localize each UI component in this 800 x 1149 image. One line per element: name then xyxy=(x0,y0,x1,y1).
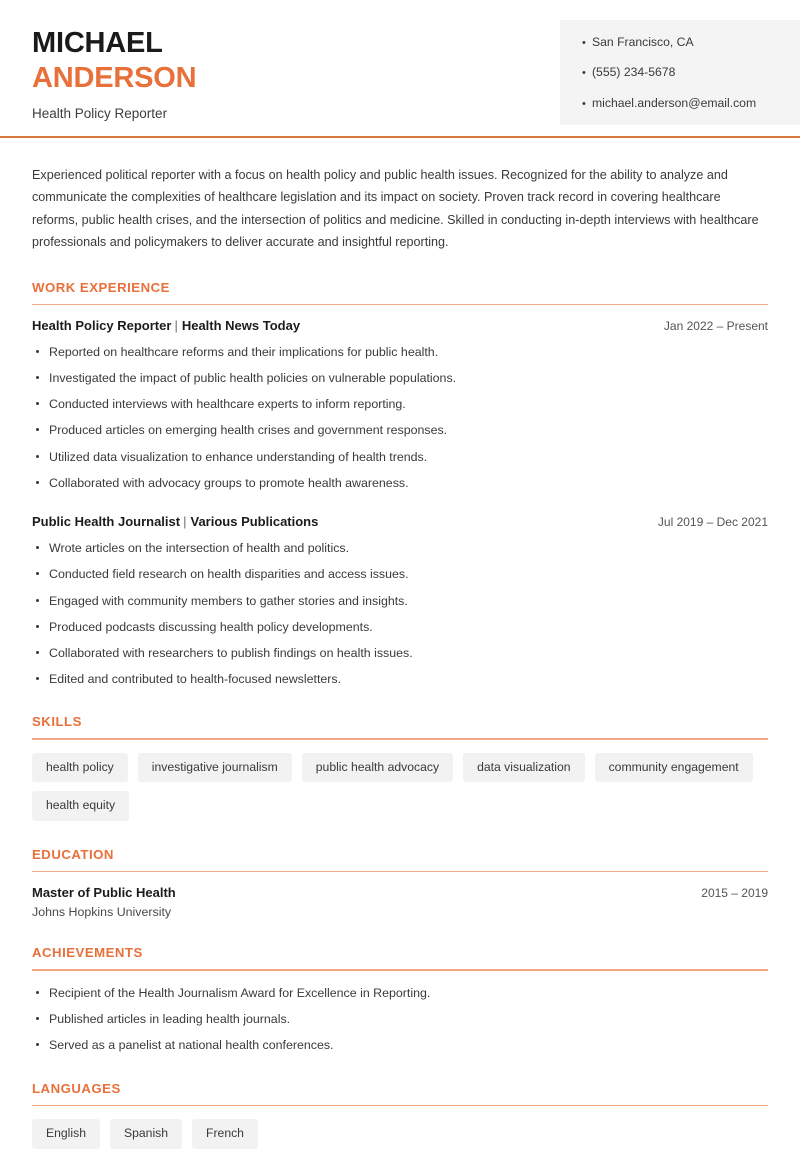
list-item: Collaborated with advocacy groups to promote health awareness. xyxy=(32,474,768,493)
work-entry-bullets xyxy=(32,343,768,492)
title-separator: | xyxy=(174,318,178,334)
section-education xyxy=(32,847,768,920)
professional-summary: Experienced political reporter with a focus on health policy and public health issues. Recognized for the ability to analyze and communicate the complexities of healthcare legislation and its impact on society. Proven track record in covering healthcare reforms, public health crises, and the intersection of politics and medicine. Skilled in conducting in-depth interviews with healthcare professionals and policymakers to deliver accurate and insightful reporting. xyxy=(32,168,759,250)
skill-chip: community engagement xyxy=(595,753,753,782)
contact-phone-text: (555) 234-5678 xyxy=(592,65,676,80)
resume-body xyxy=(0,164,800,1149)
list-item: Recipient of the Health Journalism Award for Excellence in Reporting. xyxy=(32,984,768,1003)
contact-info-box xyxy=(560,20,800,125)
list-item: Investigated the impact of public health policies on vulnerable populations. xyxy=(32,369,768,388)
work-entry-header xyxy=(32,318,768,333)
language-chip: Spanish xyxy=(110,1119,182,1148)
bullet-icon: • xyxy=(582,37,586,49)
list-item: Utilized data visualization to enhance understanding of health trends. xyxy=(32,448,768,467)
list-item: Published articles in leading health journals. xyxy=(32,1010,768,1029)
list-item: Collaborated with researchers to publish findings on health issues. xyxy=(32,644,768,663)
work-role: Health Policy Reporter xyxy=(32,318,172,334)
education-institution: Johns Hopkins University xyxy=(32,905,172,920)
list-item: Conducted interviews with healthcare experts to inform reporting. xyxy=(32,395,768,414)
work-entry xyxy=(32,318,768,492)
work-role: Public Health Journalist xyxy=(32,514,181,530)
education-degree: Master of Public Health xyxy=(32,885,176,901)
work-company: Health News Today xyxy=(181,318,301,334)
list-item: Engaged with community members to gather stories and insights. xyxy=(32,592,768,611)
contact-item-email xyxy=(582,95,800,111)
work-entry-date: Jul 2019 – Dec 2021 xyxy=(657,515,768,530)
section-divider xyxy=(32,1105,768,1107)
bullet-icon: • xyxy=(582,67,586,80)
title-separator: | xyxy=(183,514,187,530)
list-item: Produced articles on emerging health crises and government responses. xyxy=(32,421,768,440)
section-title-work-experience: WORK EXPERIENCE xyxy=(32,279,170,295)
list-item: Wrote articles on the intersection of health and politics. xyxy=(32,539,768,558)
skill-chip: data visualization xyxy=(463,753,585,782)
skills-chip-list xyxy=(32,753,768,821)
skill-chip: investigative journalism xyxy=(138,753,292,782)
list-item: Reported on healthcare reforms and their implications for public health. xyxy=(32,343,768,362)
header-divider xyxy=(0,136,800,138)
achievements-list xyxy=(32,984,768,1055)
contact-item-location xyxy=(582,34,800,50)
language-chip: English xyxy=(32,1119,100,1148)
list-item: Served as a panelist at national health conferences. xyxy=(32,1036,768,1055)
section-divider xyxy=(32,304,768,306)
section-skills xyxy=(32,714,768,820)
section-work-experience xyxy=(32,280,768,689)
education-entry xyxy=(32,885,768,919)
contact-item-phone xyxy=(582,64,800,80)
contact-location-text: San Francisco, CA xyxy=(592,35,694,49)
section-achievements xyxy=(32,945,768,1054)
skill-chip: public health advocacy xyxy=(302,753,453,782)
skill-chip: health equity xyxy=(32,791,129,820)
identity-block xyxy=(32,26,196,121)
section-title-education: EDUCATION xyxy=(32,846,114,862)
section-languages xyxy=(32,1081,768,1149)
last-name: ANDERSON xyxy=(32,62,197,95)
resume-header xyxy=(0,0,800,138)
language-chip: French xyxy=(192,1119,258,1148)
work-entry-title xyxy=(32,318,300,333)
first-name: MICHAEL xyxy=(32,27,163,59)
work-entry-header xyxy=(32,514,768,529)
education-entry-header xyxy=(32,885,768,900)
work-entry-date: Jan 2022 – Present xyxy=(663,319,768,334)
list-item: Conducted field research on health disparities and access issues. xyxy=(32,565,768,584)
skill-chip: health policy xyxy=(32,753,128,782)
section-title-achievements: ACHIEVEMENTS xyxy=(32,945,143,961)
education-date: 2015 – 2019 xyxy=(701,886,768,901)
section-title-languages: LANGUAGES xyxy=(32,1080,121,1096)
section-divider xyxy=(32,871,768,873)
work-entry xyxy=(32,514,768,688)
contact-email-text: michael.anderson@email.com xyxy=(592,95,757,110)
list-item: Edited and contributed to health-focused newsletters. xyxy=(32,670,768,689)
section-divider xyxy=(32,738,768,740)
section-title-skills: SKILLS xyxy=(32,714,82,730)
languages-chip-list xyxy=(32,1119,768,1148)
work-entry-title xyxy=(32,514,318,529)
work-company: Various Publications xyxy=(190,514,319,530)
list-item: Produced podcasts discussing health policy developments. xyxy=(32,618,768,637)
bullet-icon: • xyxy=(582,97,586,110)
section-divider xyxy=(32,969,768,971)
header-job-title: Health Policy Reporter xyxy=(32,105,168,121)
work-entry-bullets xyxy=(32,539,768,688)
